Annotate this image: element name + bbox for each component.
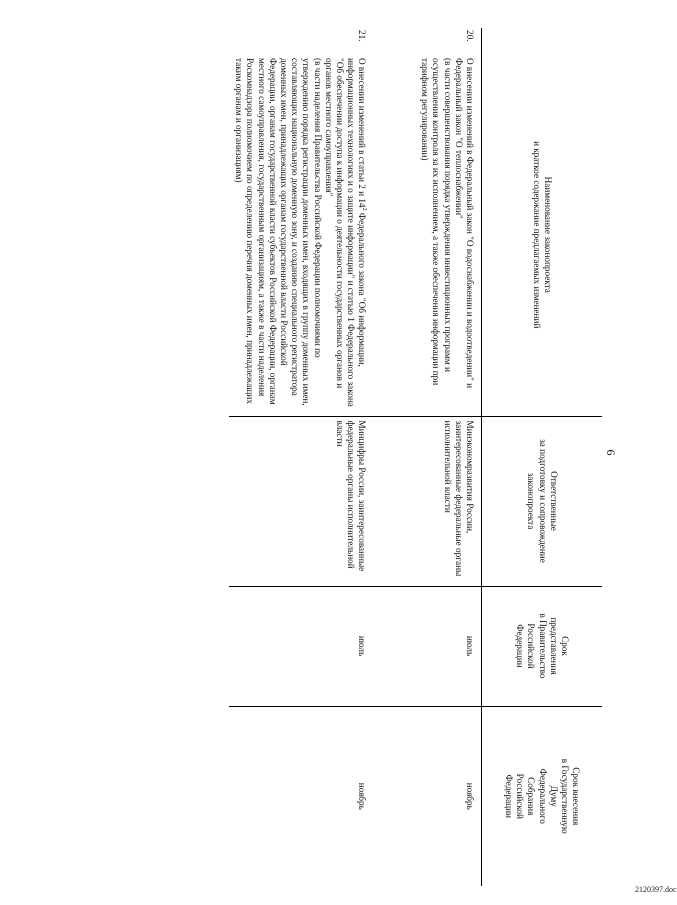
row-gov-deadline: июль: [229, 586, 374, 706]
page-number: 6: [604, 449, 618, 456]
header-duma-deadline: [482, 706, 603, 886]
table-row: [229, 28, 374, 886]
row-bill-name: [374, 54, 482, 416]
bill-note: (в части совершенствования порядка утверждения инвестиционных программ и осуществления контроля за их исполнением, а также обеспечения информации при тарифном регулировании): [420, 58, 453, 386]
header-gov-deadline: [482, 586, 603, 706]
table-header-row: [482, 28, 603, 886]
row-gov-deadline: июль: [374, 586, 482, 706]
bill-title-suffix: Федерального закона "Об информации, информационных технологиях и о защите информации" и статью 1 Федерального закона "Об обеспечении доступа к информации о деятельности государственных органов и органов местного самоуправления": [323, 58, 368, 407]
row-number: 20.: [465, 30, 475, 42]
header-bill-name-text: Наименование законопроекта и краткое содержание предлагаемых изменений: [532, 141, 554, 329]
row-number: 21.: [357, 30, 368, 42]
row-bill-name: [229, 54, 374, 416]
legislation-plan-table: [229, 28, 602, 886]
bill-title-prefix: О внесении изменений в статьи 2 и 14: [357, 58, 368, 208]
table-row: [374, 28, 482, 886]
bill-note: (в части наделения Правительства Российской Федерации полномочиями по утверждению порядка регистрации доменных имен, входящих в группу доменных имен, составляющих национальную доменную зону, и созданию специального регистратора доменных имен, принадлежащих органам государственной власти Российской Федерации, органам государственной власти субъектов Российской Федерации, органам местного самоуправления, государственным организациям, а также в части наделения Роскомнадзора полномочием по определению перечня доменных имен, принадлежащих таким органам и организациям): [234, 58, 323, 406]
header-duma-deadline-text: Срок внесения в Государственную Думу Федерального Собрания Российской Федерации: [503, 758, 582, 834]
document-code: 2120397.doc: [635, 885, 677, 894]
header-gov-deadline-text: Срок представления в Правительство Российской Федерации: [515, 613, 571, 679]
header-bill-name: [482, 54, 603, 416]
bill-title-superscript: 2: [361, 207, 368, 211]
bill-title: [323, 58, 368, 412]
header-responsible: [482, 416, 603, 586]
row-responsible: Минэкономразвития России, заинтересованные федеральные органы исполнительной власти: [374, 416, 482, 586]
row-duma-deadline: ноябрь: [229, 706, 374, 886]
header-number: [482, 28, 603, 54]
row-responsible: Минцифры России, заинтересованные федеральные органы исполнительной власти: [229, 416, 374, 586]
bill-title: О внесении изменений в Федеральный закон "О водоснабжении и водоотведении" и Федеральный закон "О теплоснабжении": [453, 58, 475, 389]
header-responsible-text: Ответственные за подготовку и сопровождение законопроекта: [526, 439, 559, 563]
row-duma-deadline: ноябрь: [374, 706, 482, 886]
